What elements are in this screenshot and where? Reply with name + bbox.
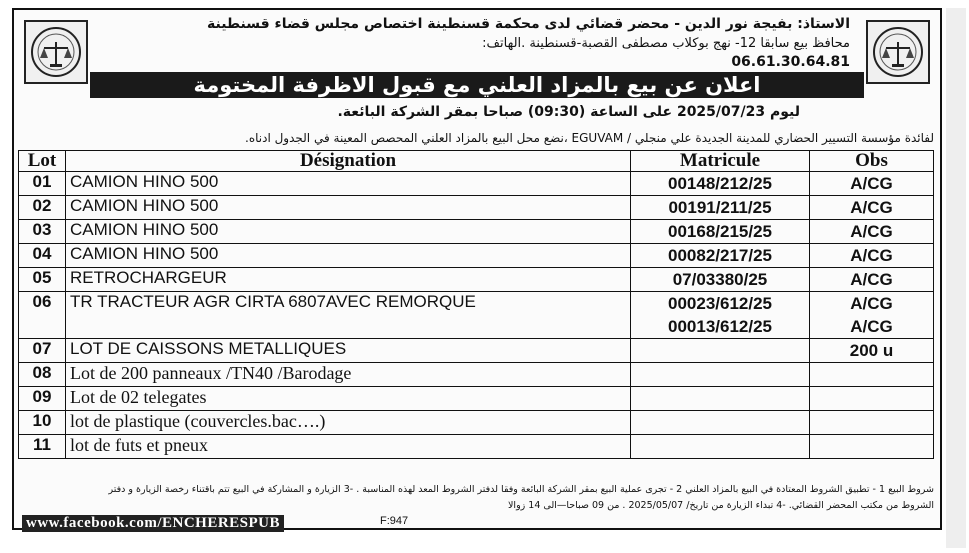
lot-matricule [631,387,810,411]
lot-designation: Lot de 200 panneaux /TN40 /Barodage [66,363,631,387]
lot-obs [810,339,934,363]
matricule-value: 00148/212/25 [668,174,772,193]
lot-obs [810,196,934,220]
lot-matricule [631,268,810,292]
table-row [19,435,934,459]
reference-code: F:947 [380,515,409,527]
table-row [19,172,934,196]
lot-matricule [631,339,810,363]
lot-matricule [631,196,810,220]
matricule-value: 00023/612/25 [668,294,772,313]
obs-value: A/CG [850,270,893,289]
announcement-frame [12,8,942,530]
lot-number: 08 [19,363,66,387]
table-row [19,268,934,292]
lot-matricule [631,363,810,387]
lots-table [18,150,934,459]
court-emblem-icon [866,20,930,84]
table-row [19,411,934,435]
page-margin [946,8,966,548]
lot-matricule [631,220,810,244]
bailiff-phone: 06.61.30.64.81 [731,54,850,70]
header-obs: Obs [810,151,934,172]
lot-number: 07 [19,339,66,363]
table-header-row [19,151,934,172]
lot-number: 03 [19,220,66,244]
lot-number: 09 [19,387,66,411]
header-lot: Lot [19,151,66,172]
obs-value: A/CG [850,317,893,336]
facebook-link[interactable]: www.facebook.com/ENCHERESPUB [22,515,284,532]
lot-matricule [631,292,810,339]
obs-value: A/CG [850,174,893,193]
obs-value: A/CG [850,198,893,217]
sale-conditions-line1: شروط البيع 1 - تطبيق الشروط المعتادة في البيع بالمزاد العلني 2 - تجرى عملية البيع بمقر الشركة البائعة وفقا لدفتر الشروط المعد لهذه المناسبة . -3 الزيارة و المشاركة في البيع تتم باقتناء رخصة الزيارة و دفتر [108,484,934,495]
lot-obs [810,387,934,411]
table-row [19,387,934,411]
lot-obs [810,292,934,339]
lot-matricule [631,411,810,435]
obs-value: 200 u [849,341,894,360]
lot-matricule [631,172,810,196]
lot-matricule [631,244,810,268]
table-row [19,363,934,387]
lot-designation: lot de plastique (couvercles.bac….) [66,411,631,435]
table-row [19,196,934,220]
bailiff-address: محافظ بيع سابقا 12- نهج بوكلاب مصطفى القصبة-قسنطينة .الهاتف: [482,36,850,51]
lot-designation: RETROCHARGEUR [66,268,631,292]
matricule-value: 07/03380/25 [672,270,768,289]
lot-designation: LOT DE CAISSONS METALLIQUES [66,339,631,363]
matricule-value: 00168/215/25 [668,222,772,241]
lot-obs [810,363,934,387]
lot-number: 06 [19,292,66,339]
table-row [19,339,934,363]
lot-designation: CAMION HINO 500 [66,244,631,268]
lot-designation: TR TRACTEUR AGR CIRTA 6807AVEC REMORQUE [66,292,631,339]
obs-value: A/CG [850,294,893,313]
lot-obs [810,435,934,459]
page-title: اعلان عن بيع بالمزاد العلني مع قبول الاظرفة المختومة [90,72,864,98]
sale-date: ليوم 2025/07/23 على الساعة (09:30) صباحا بمقر الشركة البائعة. [337,104,800,120]
lot-designation: CAMION HINO 500 [66,196,631,220]
header [14,10,940,128]
table-row [19,292,934,339]
lots-body [19,172,934,459]
header-matricule: Matricule [631,151,810,172]
lot-designation: lot de futs et pneux [66,435,631,459]
court-emblem-icon [24,20,88,84]
lot-number: 10 [19,411,66,435]
lot-number: 02 [19,196,66,220]
lot-obs [810,268,934,292]
intro-text: لفائدة مؤسسة التسيير الحضاري للمدينة الجديدة علي منجلي / EGUVAM ،نضع محل البيع بالمزاد العلني المحصص المعينة في الجدول ادناه. [245,131,934,145]
matricule-value: 00191/211/25 [668,198,772,217]
lot-number: 11 [19,435,66,459]
lot-obs [810,172,934,196]
matricule-value: 00082/217/25 [668,246,772,265]
lot-number: 05 [19,268,66,292]
sale-conditions-line2: الشروط من مكتب المحضر القضائي. -4 تبداء الزيارة من تاريخ/ 2025/05/07 . من 09 صباحا—الى 14 زوالا [508,500,934,511]
obs-value: A/CG [850,222,893,241]
lot-obs [810,220,934,244]
matricule-value: 00013/612/25 [668,317,772,336]
lot-matricule [631,435,810,459]
lot-designation: CAMION HINO 500 [66,220,631,244]
lot-number: 01 [19,172,66,196]
table-row [19,220,934,244]
table-row [19,244,934,268]
lot-designation: Lot de 02 telegates [66,387,631,411]
bailiff-name: الاستاذ: بفيجة نور الدين - محضر قضائي لدى محكمة قسنطينة اختصاص مجلس قضاء قسنطينة [207,16,850,32]
lot-obs [810,411,934,435]
lot-designation: CAMION HINO 500 [66,172,631,196]
obs-value: A/CG [850,246,893,265]
header-designation: Désignation [66,151,631,172]
lot-number: 04 [19,244,66,268]
lot-obs [810,244,934,268]
